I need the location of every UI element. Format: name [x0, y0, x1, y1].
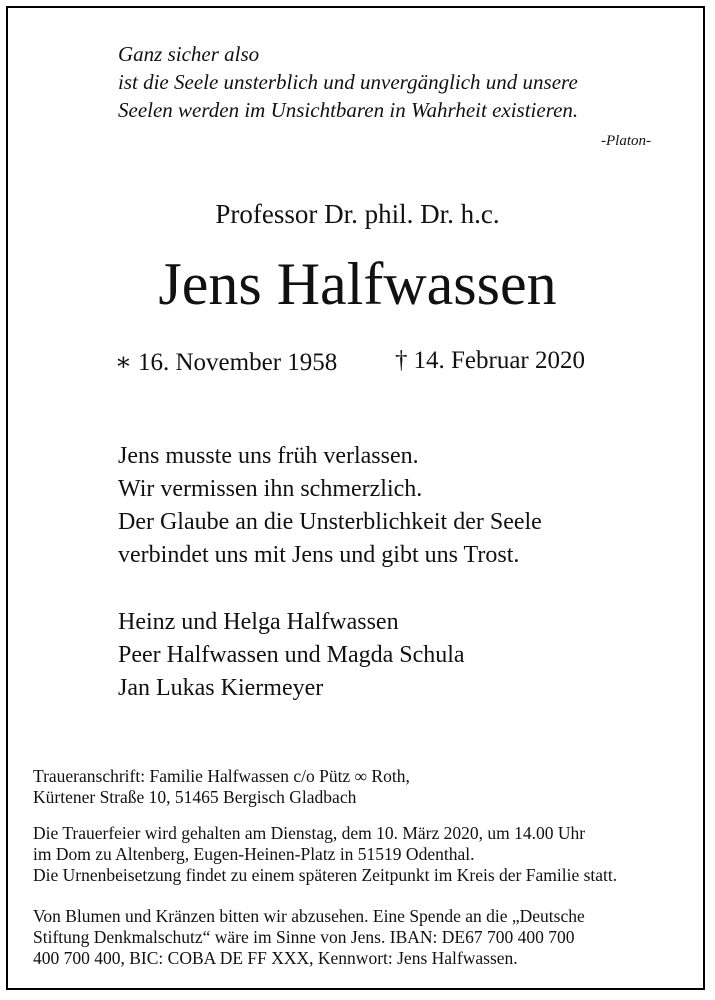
- ceremony-line: Die Urnenbeisetzung findet zu einem späteren Zeitpunkt im Kreis der Familie statt.: [33, 865, 618, 885]
- verse-line: Der Glaube an die Unsterblichkeit der Seele: [118, 509, 542, 535]
- donation-line: Stiftung Denkmalschutz“ wäre im Sinne von Jens. IBAN: DE67 700 400 700: [33, 927, 575, 947]
- address-line: Kürtener Straße 10, 51465 Bergisch Gladbach: [33, 787, 357, 807]
- quote-line: Ganz sicher also: [118, 42, 260, 66]
- birth-date-text: 16. November 1958: [138, 349, 338, 376]
- quote-line: ist die Seele unsterblich und unvergänglich und unsere: [118, 70, 578, 94]
- verse-line: Jens musste uns früh verlassen.: [118, 443, 419, 469]
- deceased-name: Jens Halfwassen: [158, 251, 557, 317]
- donation-line: Von Blumen und Kränzen bitten wir abzusehen. Eine Spende an die „Deutsche: [33, 906, 585, 926]
- academic-title: Professor Dr. phil. Dr. h.c.: [215, 199, 500, 229]
- mourner-name: Jan Lukas Kiermeyer: [118, 675, 324, 701]
- memorial-verse: [118, 440, 542, 572]
- mourners-list: [118, 606, 465, 705]
- mourning-address: [33, 766, 410, 808]
- death-date-text: 14. Februar 2020: [413, 347, 585, 374]
- address-line: Traueranschrift: Familie Halfwassen c/o Pütz ∞ Roth,: [33, 766, 410, 786]
- donation-line: 400 700 400, BIC: COBA DE FF XXX, Kennwort: Jens Halfwassen.: [33, 948, 518, 968]
- ceremony-info: [33, 823, 617, 886]
- ceremony-line: Die Trauerfeier wird gehalten am Dienstag, dem 10. März 2020, um 14.00 Uhr: [33, 823, 586, 843]
- death-date: [395, 347, 585, 375]
- donation-info: [33, 906, 585, 969]
- ceremony-line: im Dom zu Altenberg, Eugen-Heinen-Platz in 51519 Odenthal.: [33, 844, 475, 864]
- death-cross-icon: †: [395, 347, 408, 374]
- mourner-name: Heinz und Helga Halfwassen: [118, 609, 399, 635]
- verse-line: Wir vermissen ihn schmerzlich.: [118, 476, 423, 502]
- quote-author: -Platon-: [601, 133, 651, 149]
- verse-line: verbindet uns mit Jens und gibt uns Trost.: [118, 542, 520, 568]
- quote-line: Seelen werden im Unsichtbaren in Wahrheit existieren.: [118, 98, 579, 122]
- quote: [118, 40, 678, 124]
- birth-date: [115, 347, 337, 377]
- birth-star-icon: ∗: [115, 349, 132, 376]
- mourner-name: Peer Halfwassen und Magda Schula: [118, 642, 465, 668]
